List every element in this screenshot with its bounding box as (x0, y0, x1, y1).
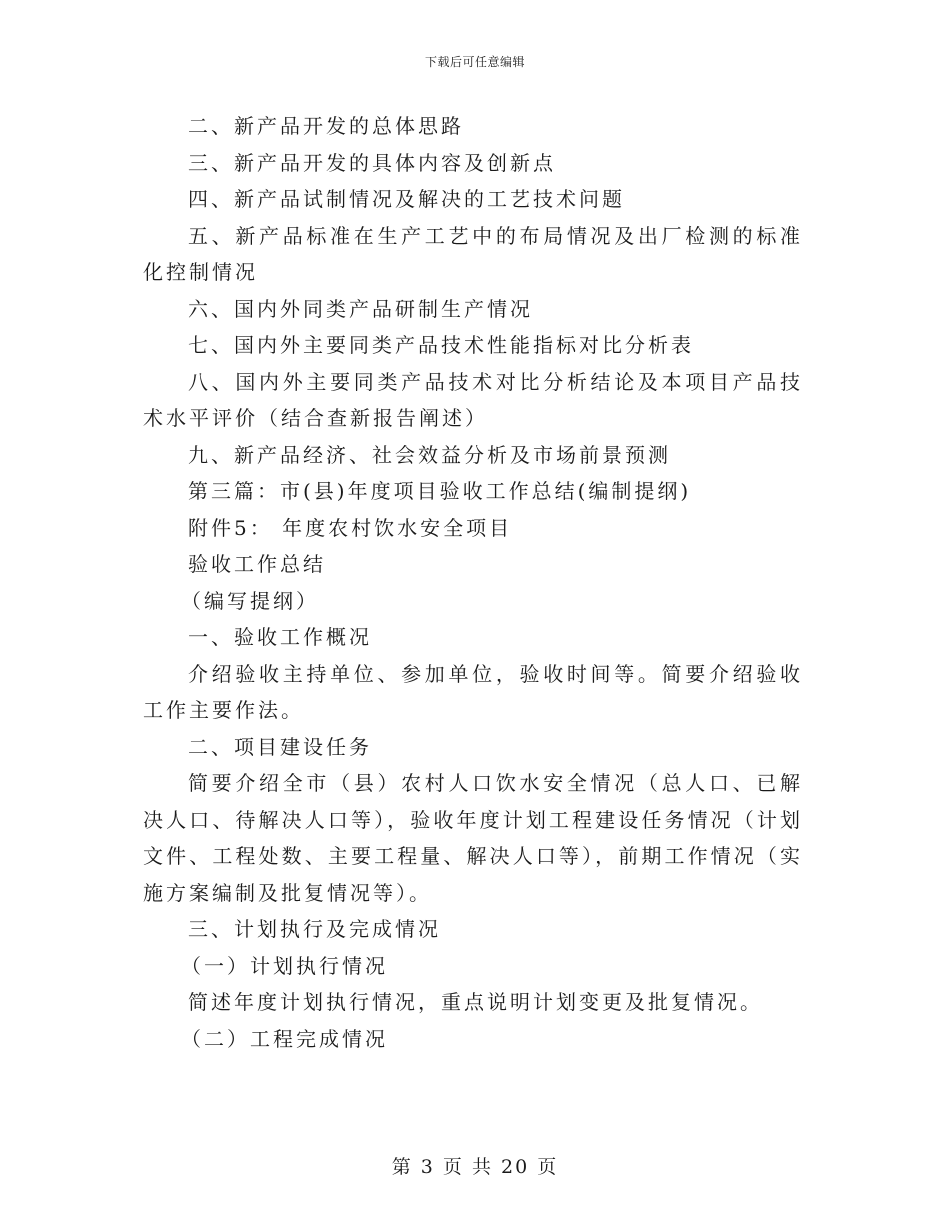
paragraph: 八、国内外主要同类产品技术对比分析结论及本项目产品技术水平评价（结合查新报告阐述） (143, 369, 803, 430)
paragraph: 五、新产品标准在生产工艺中的布局情况及出厂检测的标准化控制情况 (143, 223, 803, 284)
document-body (143, 108, 803, 1057)
paragraph: 三、新产品开发的具体内容及创新点 (188, 150, 556, 175)
paragraph: （二）工程完成情况 (181, 1026, 388, 1051)
paragraph: 四、新产品试制情况及解决的工艺技术问题 (188, 187, 625, 211)
paragraph: 一、验收工作概况 (188, 625, 372, 649)
paragraph: 附件5： 年度农村饮水安全项目 (188, 515, 513, 540)
paragraph: 验收工作总结 (188, 552, 326, 576)
paragraph: 九、新产品经济、社会效益分析及市场前景预测 (188, 442, 671, 467)
page-header: 下载后可任意编辑 (424, 55, 525, 69)
paragraph: 三、计划执行及完成情况 (188, 917, 441, 941)
page-number: 第 3 页 共 20 页 (391, 1156, 559, 1178)
paragraph: 介绍验收主持单位、参加单位，验收时间等。简要介绍验收工作主要作法。 (143, 661, 803, 722)
paragraph: 二、项目建设任务 (188, 734, 372, 759)
paragraph: 二、新产品开发的总体思路 (188, 114, 464, 138)
paragraph: 六、国内外同类产品研制生产情况 (188, 296, 533, 321)
paragraph: 第三篇：市(县)年度项目验收工作总结(编制提纲) (188, 479, 692, 503)
paragraph: （一）计划执行情况 (181, 953, 388, 978)
paragraph: 七、国内外主要同类产品技术性能指标对比分析表 (188, 333, 694, 357)
paragraph: （编写提纲） (181, 588, 319, 613)
paragraph: 简述年度计划执行情况，重点说明计划变更及批复情况。 (188, 990, 763, 1014)
paragraph: 简要介绍全市（县）农村人口饮水安全情况（总人口、已解决人口、待解决人口等），验收年度计划工程建设任务情况（计划文件、工程处数、主要工程量、解决人口等），前期工作情况（实施方案编制及批复情况等）。 (143, 771, 803, 905)
